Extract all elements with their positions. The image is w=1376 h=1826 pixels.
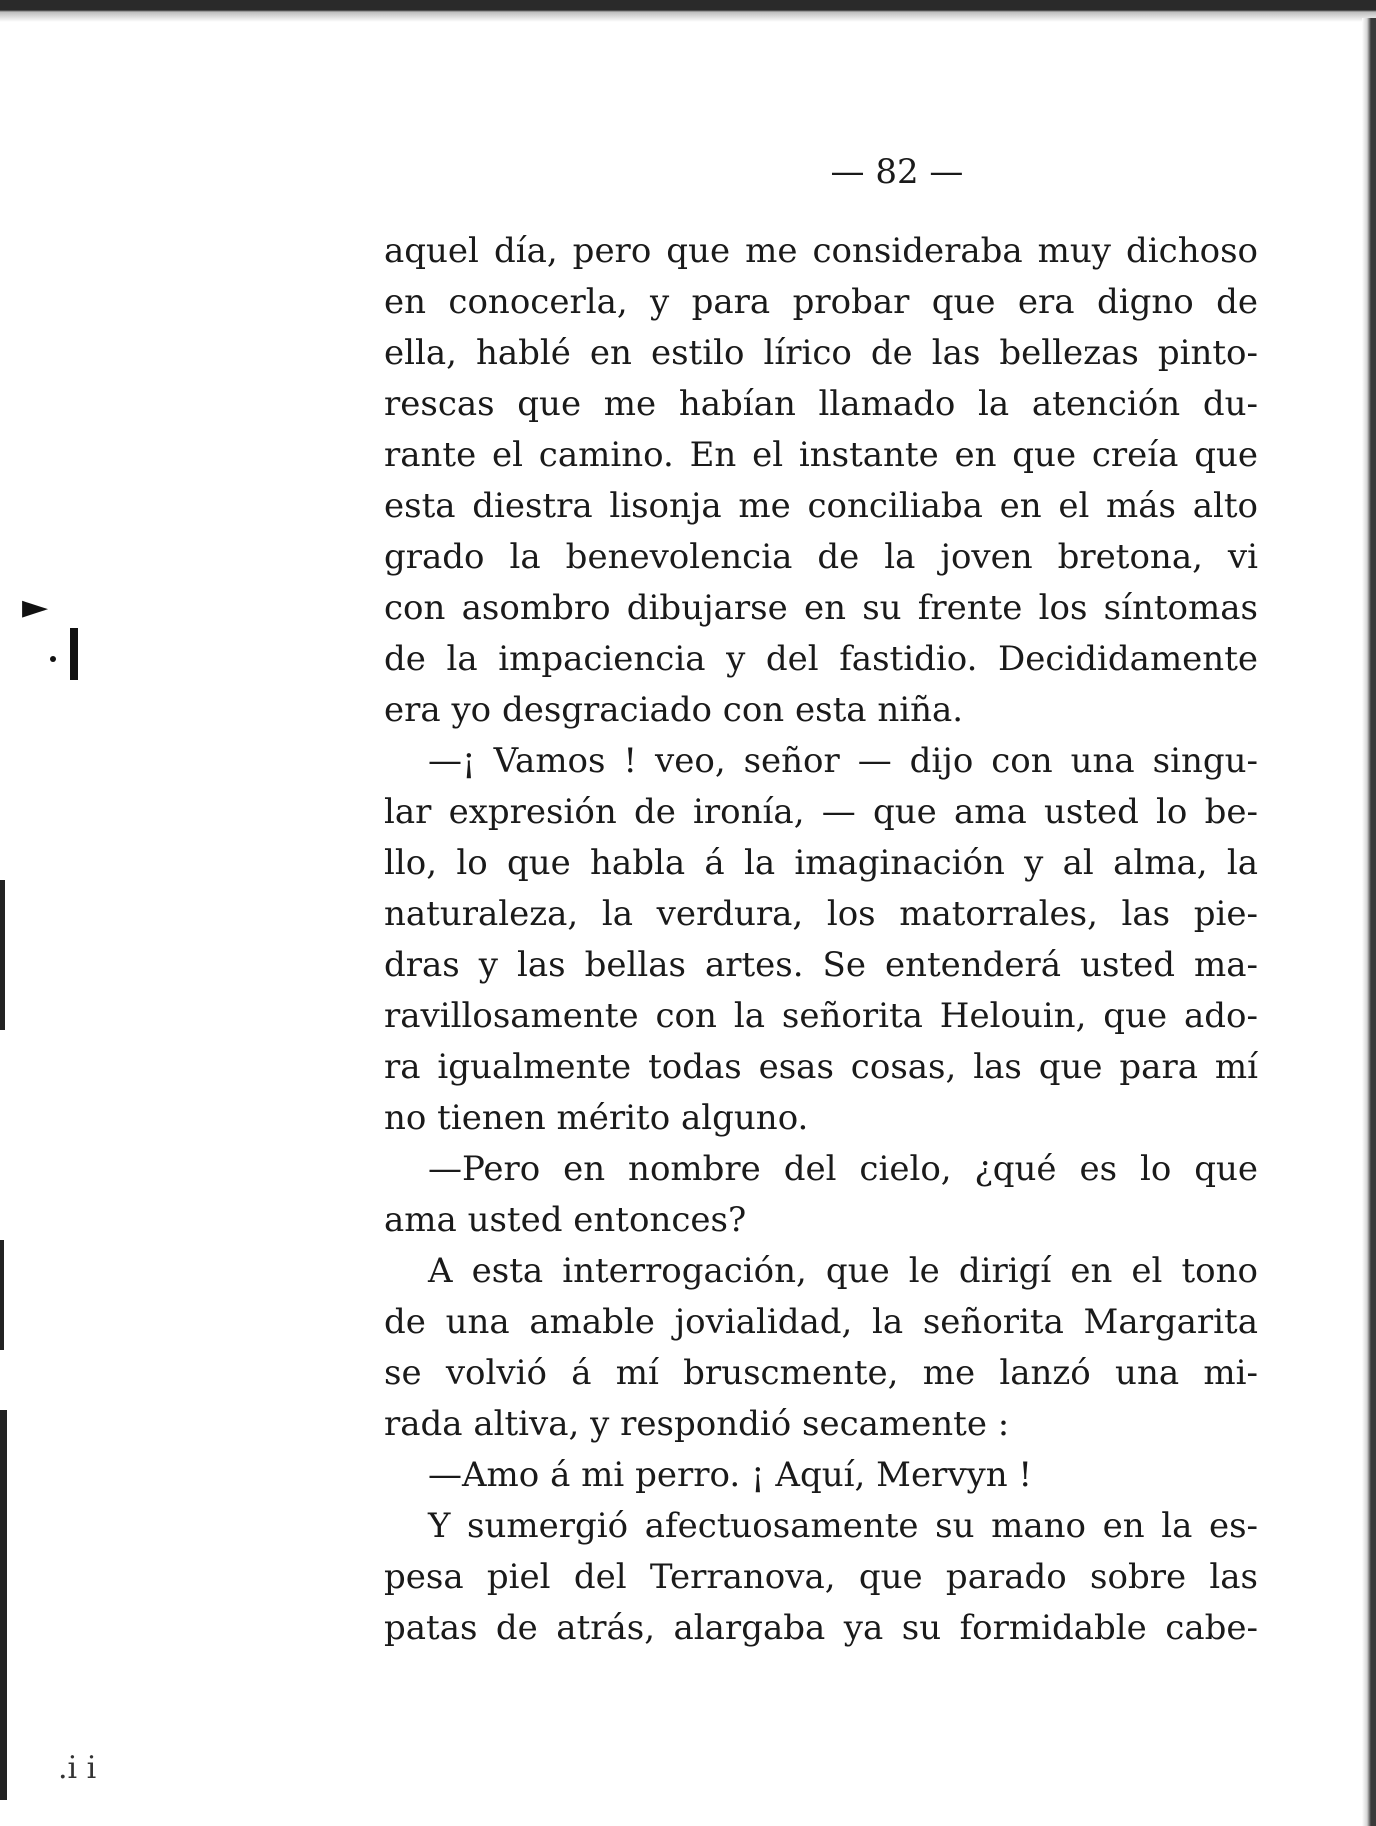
page-number: — 82 — <box>830 152 964 192</box>
binding-mark <box>0 1410 7 1800</box>
text-line: —¡ Vamos ! veo, señor — dijo con una singu- <box>428 741 1258 781</box>
text-line: Y sumergió afectuosamente su mano en la es- <box>428 1506 1258 1546</box>
text-line: aquel día, pero que me consideraba muy dichoso <box>384 231 1258 271</box>
text-line: ra igualmente todas esas cosas, las que para mí <box>384 1047 1258 1087</box>
page-right-edge <box>1362 18 1376 1826</box>
body-text <box>384 226 1258 1654</box>
text-line: ella, hablé en estilo lírico de las bellezas pinto- <box>384 333 1258 373</box>
text-line: A esta interrogación, que le dirigí en el tono <box>428 1251 1258 1291</box>
text-line: de una amable jovialidad, la señorita Margarita <box>384 1302 1258 1342</box>
text-line: llo, lo que habla á la imaginación y al alma, la <box>384 843 1258 883</box>
text-line: era yo desgraciado con esta niña. <box>384 690 964 730</box>
corner-scan-mark: .ı̇ ı̇ <box>58 1751 97 1786</box>
text-line: con asombro dibujarse en su frente los síntomas <box>384 588 1258 628</box>
text-line: patas de atrás, alargaba ya su formidable cabe- <box>384 1608 1258 1648</box>
text-line: en conocerla, y para probar que era digno de <box>384 282 1258 322</box>
text-line: lar expresión de ironía, — que ama usted lo be- <box>384 792 1258 832</box>
text-line: no tienen mérito alguno. <box>384 1098 809 1138</box>
margin-arrow-mark: ► <box>22 587 49 627</box>
text-line: dras y las bellas artes. Se entenderá usted ma- <box>384 945 1258 985</box>
binding-mark <box>0 1240 4 1350</box>
text-line: ravillosamente con la señorita Helouin, que ado- <box>384 996 1258 1036</box>
text-line: esta diestra lisonja me conciliaba en el más alto <box>384 486 1258 526</box>
text-line: grado la benevolencia de la joven bretona, vi <box>384 537 1258 577</box>
text-line: rescas que me habían llamado la atención du- <box>384 384 1258 424</box>
text-line: —Pero en nombre del cielo, ¿qué es lo que <box>428 1149 1258 1189</box>
text-line: ama usted entonces? <box>384 1200 747 1240</box>
margin-dot-mark <box>50 656 56 662</box>
text-line: rada altiva, y respondió secamente : <box>384 1404 1010 1444</box>
text-line: —Amo á mi perro. ¡ Aquí, Mervyn ! <box>428 1455 1033 1495</box>
text-line: rante el camino. En el instante en que creía que <box>384 435 1258 475</box>
text-line: de la impaciencia y del fastidio. Decididamente <box>384 639 1258 679</box>
margin-bar-mark <box>70 628 78 680</box>
text-line: naturaleza, la verdura, los matorrales, las pie- <box>384 894 1258 934</box>
text-line: pesa piel del Terranova, que parado sobre las <box>384 1557 1258 1597</box>
page-top-edge <box>0 0 1376 22</box>
text-line: se volvió á mí bruscmente, me lanzó una mi- <box>384 1353 1258 1393</box>
binding-mark <box>0 880 5 1030</box>
